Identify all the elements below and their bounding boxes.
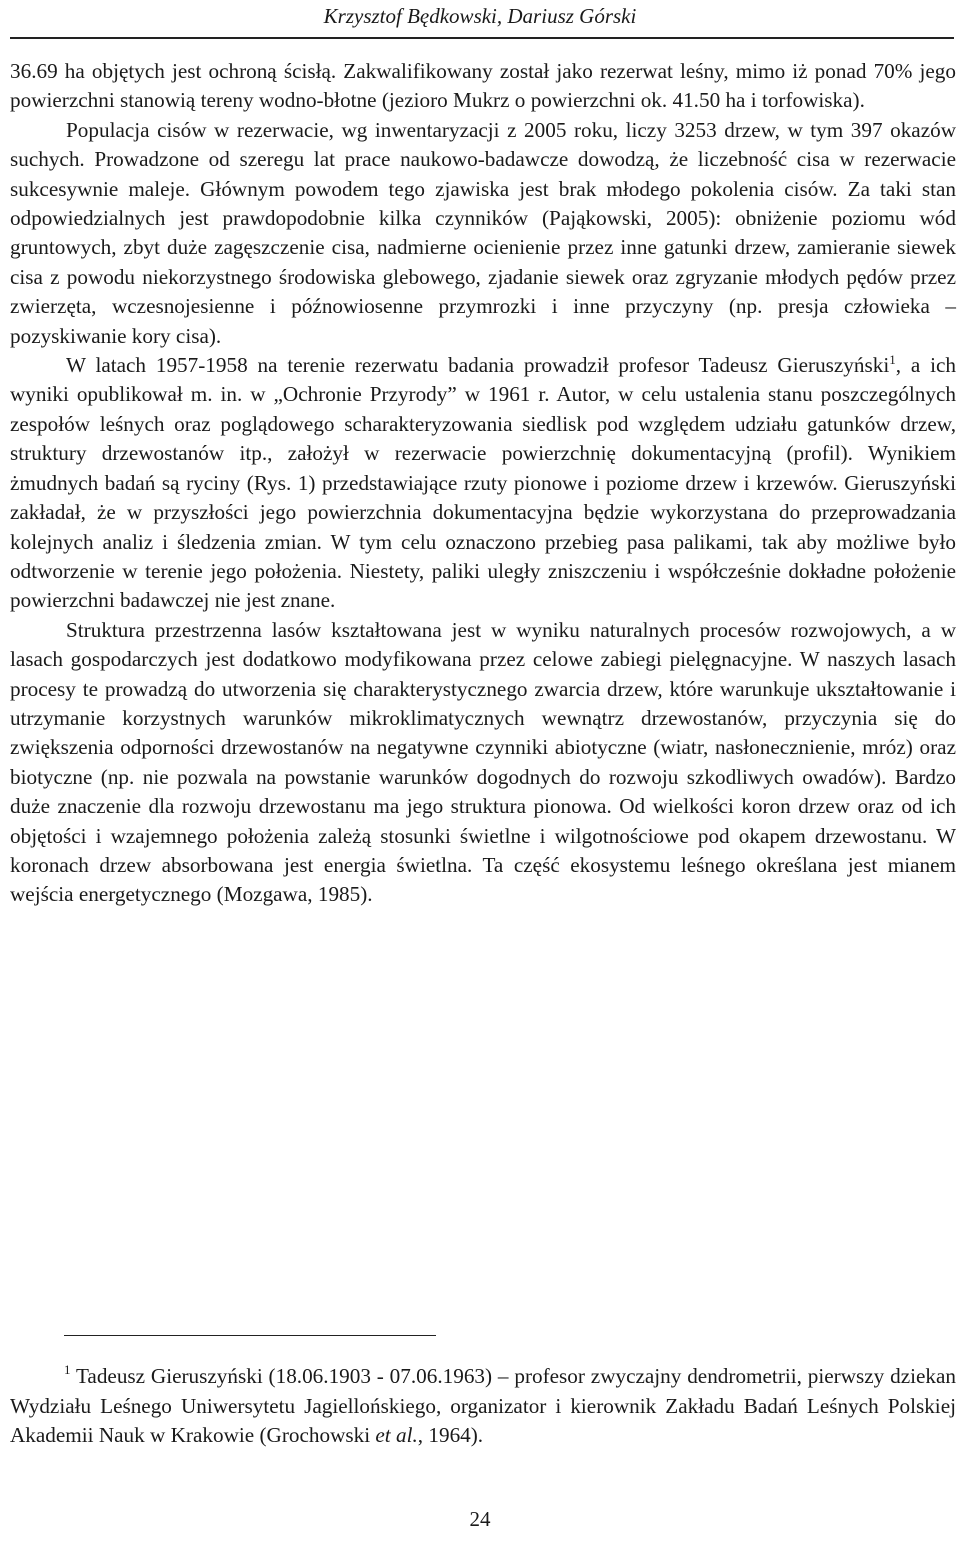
footnote-text [10, 1362, 956, 1451]
paragraph-forest-structure: Struktura przestrzenna lasów kształtowana jest w wyniku naturalnych procesów rozwojowych, a w lasach gospodarczych jest dodatkowo modyfikowana przez celowe zabiegi pielęgnacyjne. W naszych lasach procesy te prowadzą do utworzenia się charakterystycznego zwarcia drzew, które warunkuje ukształtowanie i utrzymanie korzystnych warunków mikroklimatycznych wewnątrz drzewostanów, przyczynia się do zwiększenia odporności drzewostanów na negatywne czynniki abiotyczne (wiatr, nasłonecznienie, mróz) oraz biotyczne (np. nie pozwala na powstanie warunków dogodnych do rozwoju szkodliwych owadów). Bardzo duże znaczenie dla rozwoju drzewostanu ma jego struktura pionowa. Od wielkości koron drzew oraz od ich objętości i wzajemnego położenia zależą stosunki świetlne i wilgotnościowe pod okapem drzewostanu. W koronach drzew absorbowana jest energia świetlna. Ta część ekosystemu leśnego określana jest mianem wejścia energetycznego (Mozgawa, 1985). [10, 617, 956, 907]
footnote-italic-text: et al. [375, 1423, 418, 1447]
paragraph-text-start: W latach 1957-1958 na terenie rezerwatu badania prowadził profesor Tadeusz Gieruszyński [66, 353, 890, 378]
footnote-reference[interactable]: 1 [889, 352, 896, 368]
paragraph-gieruszynski-research [10, 351, 956, 616]
header-rule [10, 37, 954, 39]
paragraph-yew-population: Populacja cisów w rezerwacie, wg inwentaryzacji z 2005 roku, liczy 3253 drzew, w tym 397 okazów suchych. Prowadzone od szeregu lat prace naukowo-badawcze dowodzą, że liczebność cisa w rezerwacie sukcesywnie maleje. Głównym powodem tego zjawiska jest brak młodego pokolenia cisów. Za taki stan odpowiedzialnych jest prawdopodobnie kilka czynników (Pająkowski, 2005): obniżenie poziomu wód gruntowych, zbyt duże zagęszczenie cisa, nadmierne ocienienie przez inne gatunki drzew, zamieranie siewek cisa z powodu niekorzystnego środowiska glebowego, zjadanie siewek oraz zgryzanie młodych pędów przez zwierzęta, wczesnojesienne i późnowiosenne przymrozki i inne przyczyny (np. presja człowieka – pozyskiwanie kory cisa). [10, 117, 956, 348]
footnote-separator [64, 1335, 436, 1336]
footnote-number: 1 [64, 1362, 71, 1377]
paragraph-continuation: 36.69 ha objętych jest ochroną ścisłą. Zakwalifikowany został jako rezerwat leśny, mimo iż ponad 70% jego powierzchni stanowią tereny wodno-błotne (jezioro Mukrz o powierzchni ok. 41.50 ha i torfowiska). [10, 59, 956, 113]
paragraph-text-end: , a ich wyniki opublikował m. in. w „Ochronie Przyrody” w 1961 r. Autor, w celu ustalenia stanu poszczególnych zespołów leśnych oraz poglądowego scharakteryzowania siedlisk pod względem udziału gatunków drzew, struktury drzewostanów itp., założył w rezerwacie powierzchnię dokumentacyjną (profil). Wynikiem żmudnych badań są ryciny (Rys. 1) przedstawiające rzuty pionowe i poziome drzew i krzewów. Gieruszyński zakładał, że w przyszłości jego powierzchnia dokumentacyjna będzie wykorzystana do przeprowadzania kolejnych analiz i śledzenia zmian. W tym celu oznaczono przebieg pasa palikami, tak aby możliwe było odtworzenie w terenie jego położenia. Niestety, paliki uległy zniszczeniu i współcześnie dokładne położenie powierzchni badawczej nie jest znane. [10, 353, 956, 613]
footnote [10, 1362, 956, 1451]
running-header: Krzysztof Będkowski, Dariusz Górski [323, 4, 637, 28]
footnote-text-start: Tadeusz Gieruszyński (18.06.1903 - 07.06.1963) – profesor zwyczajny dendrometrii, pierwszy dziekan Wydziału Leśnego Uniwersytetu Jagiellońskiego, organizator i kierownik Zakładu Badań Leśnych Polskiej Akademii Nauk w Krakowie (Grochowski [10, 1364, 956, 1447]
main-text [10, 57, 956, 910]
page-number: 24 [469, 1507, 491, 1531]
footnote-text-end: , 1964). [417, 1423, 484, 1447]
